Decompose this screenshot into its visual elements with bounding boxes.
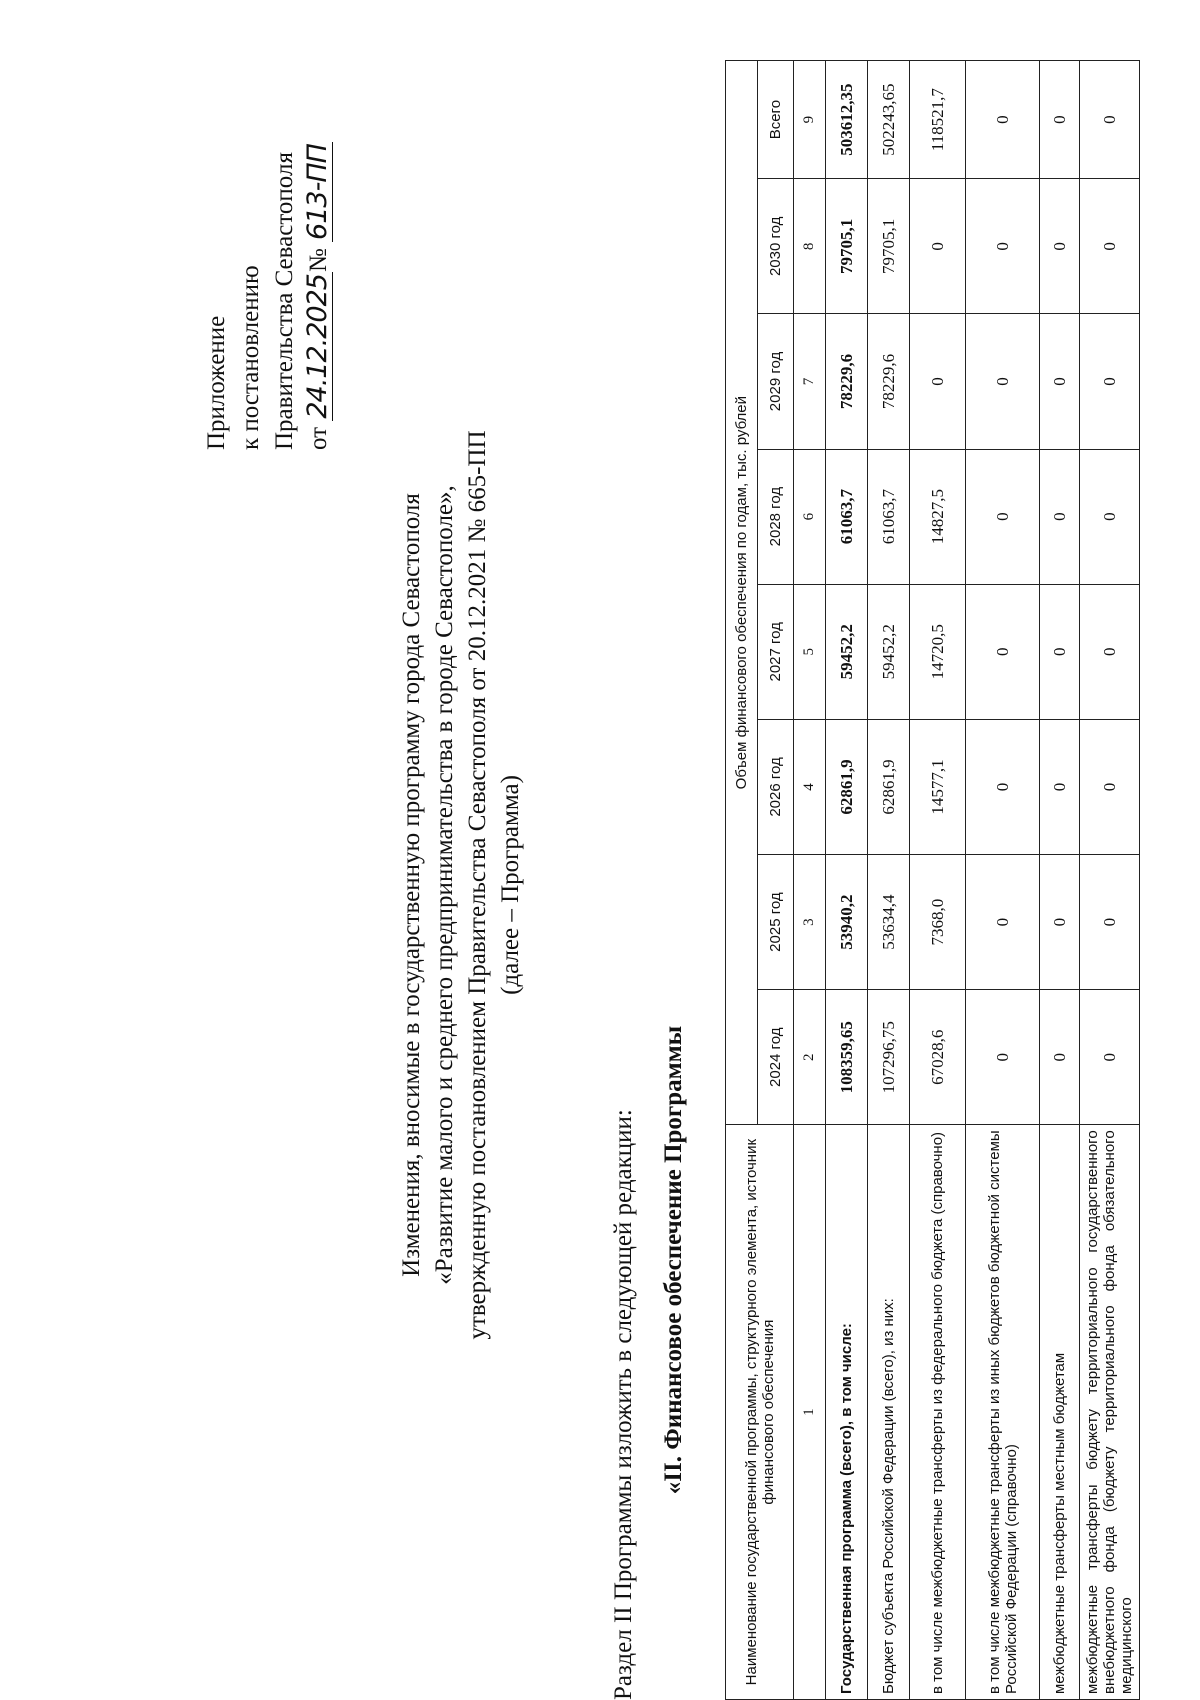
value-cell: 503612,35 <box>826 61 868 179</box>
appendix-block <box>200 10 336 450</box>
heading-line-1: Изменения, вносимые в государственную программу города Севастополя <box>398 493 425 1277</box>
value-cell: 0 <box>966 449 1040 584</box>
value-cell: 0 <box>1080 449 1140 584</box>
value-cell: 0 <box>966 719 1040 854</box>
year-header: 2024 год <box>758 990 794 1125</box>
table-row <box>826 61 868 1700</box>
heading-line-2: «Развитие малого и среднего предпринимательства в городе Севастополе», <box>431 485 458 1285</box>
value-cell: 0 <box>966 855 1040 990</box>
value-cell: 0 <box>1040 990 1080 1125</box>
year-header: 2028 год <box>758 449 794 584</box>
value-cell: 0 <box>1040 179 1080 314</box>
appendix-line-2: к постановлению <box>237 265 264 450</box>
value-cell: 79705,1 <box>868 179 910 314</box>
value-cell: 0 <box>1040 719 1080 854</box>
financing-table <box>725 60 1140 1700</box>
resolution-date: 24.12.2025 <box>302 274 333 419</box>
value-cell: 61063,7 <box>826 449 868 584</box>
resolution-number: 613-ПП <box>302 144 333 240</box>
value-cell: 0 <box>910 314 966 449</box>
value-cell: 0 <box>966 584 1040 719</box>
value-cell: 0 <box>1040 855 1080 990</box>
value-cell: 0 <box>966 314 1040 449</box>
value-cell: 0 <box>910 179 966 314</box>
value-cell: 502243,65 <box>868 61 910 179</box>
value-cell: 78229,6 <box>868 314 910 449</box>
appendix-date-line <box>302 10 336 450</box>
section-title: «II. Финансовое обеспечение Программы <box>660 1025 687 1495</box>
value-cell: 107296,75 <box>868 990 910 1125</box>
year-header: 2026 год <box>758 719 794 854</box>
row-name: Государственная программа (всего), в том числе: <box>826 1125 868 1700</box>
year-header: 2029 год <box>758 314 794 449</box>
column-number: 7 <box>794 314 826 449</box>
value-cell: 0 <box>1080 314 1140 449</box>
value-cell: 108359,65 <box>826 990 868 1125</box>
column-number: 5 <box>794 584 826 719</box>
value-cell: 0 <box>1040 61 1080 179</box>
value-cell: 59452,2 <box>826 584 868 719</box>
value-cell: 0 <box>1040 314 1080 449</box>
column-number: 1 <box>794 1125 826 1700</box>
heading-line-4: (далее – Программа) <box>497 775 524 995</box>
value-cell: 14720,5 <box>910 584 966 719</box>
year-header: Всего <box>758 61 794 179</box>
year-header: 2027 год <box>758 584 794 719</box>
year-header: 2030 год <box>758 179 794 314</box>
value-cell: 0 <box>966 990 1040 1125</box>
value-cell: 59452,2 <box>868 584 910 719</box>
appendix-line-3: Правительства Севастополя <box>271 152 298 450</box>
appendix-line-1: Приложение <box>203 315 230 450</box>
document-heading <box>395 350 527 1420</box>
name-column-header: Наименование государственной программы, структурного элемента, источник финансового обеспечения <box>726 1125 794 1700</box>
value-cell: 14827,5 <box>910 449 966 584</box>
value-cell: 53634,4 <box>868 855 910 990</box>
column-number: 8 <box>794 179 826 314</box>
table-row <box>868 61 910 1700</box>
column-number: 4 <box>794 719 826 854</box>
value-cell: 0 <box>1080 990 1140 1125</box>
table-row <box>1080 61 1140 1700</box>
heading-line-3: утвержденную постановлением Правительства Севастополя от 20.12.2021 № 665-ПП <box>464 430 491 1340</box>
value-cell: 0 <box>966 179 1040 314</box>
value-cell: 0 <box>1080 179 1140 314</box>
value-cell: 62861,9 <box>868 719 910 854</box>
value-cell: 7368,0 <box>910 855 966 990</box>
volume-header: Объем финансового обеспечения по годам, тыс. рублей <box>726 61 758 1125</box>
value-cell: 62861,9 <box>826 719 868 854</box>
row-name: межбюджетные трансферты бюджету территориального государственного внебюджетного фонда (бюджету территориального фонда обязательного медицинского <box>1080 1125 1140 1700</box>
intro-text: Раздел II Программы изложить в следующей редакции: <box>610 1109 637 1700</box>
value-cell: 79705,1 <box>826 179 868 314</box>
value-cell: 0 <box>1080 719 1140 854</box>
value-cell: 78229,6 <box>826 314 868 449</box>
value-cell: 0 <box>1080 584 1140 719</box>
row-name: межбюджетные трансферты местным бюджетам <box>1040 1125 1080 1700</box>
value-cell: 0 <box>966 61 1040 179</box>
year-header: 2025 год <box>758 855 794 990</box>
value-cell: 0 <box>1080 61 1140 179</box>
value-cell: 14577,1 <box>910 719 966 854</box>
date-prefix: от <box>305 426 332 450</box>
table-row <box>1040 61 1080 1700</box>
column-number: 9 <box>794 61 826 179</box>
table-row <box>910 61 966 1700</box>
table-row <box>966 61 1040 1700</box>
column-number: 2 <box>794 990 826 1125</box>
value-cell: 53940,2 <box>826 855 868 990</box>
value-cell: 67028,6 <box>910 990 966 1125</box>
column-number-row <box>794 61 826 1700</box>
value-cell: 0 <box>1040 449 1080 584</box>
column-number: 3 <box>794 855 826 990</box>
value-cell: 0 <box>1080 855 1140 990</box>
value-cell: 0 <box>1040 584 1080 719</box>
row-name: в том числе межбюджетные трансферты из федерального бюджета (справочно) <box>910 1125 966 1700</box>
value-cell: 118521,7 <box>910 61 966 179</box>
row-name: в том числе межбюджетные трансферты из иных бюджетов бюджетной системы Российской Федерации (справочно) <box>966 1125 1040 1700</box>
column-number: 6 <box>794 449 826 584</box>
number-prefix: № <box>305 248 332 273</box>
row-name: Бюджет субъекта Российской Федерации (всего), из них: <box>868 1125 910 1700</box>
value-cell: 61063,7 <box>868 449 910 584</box>
